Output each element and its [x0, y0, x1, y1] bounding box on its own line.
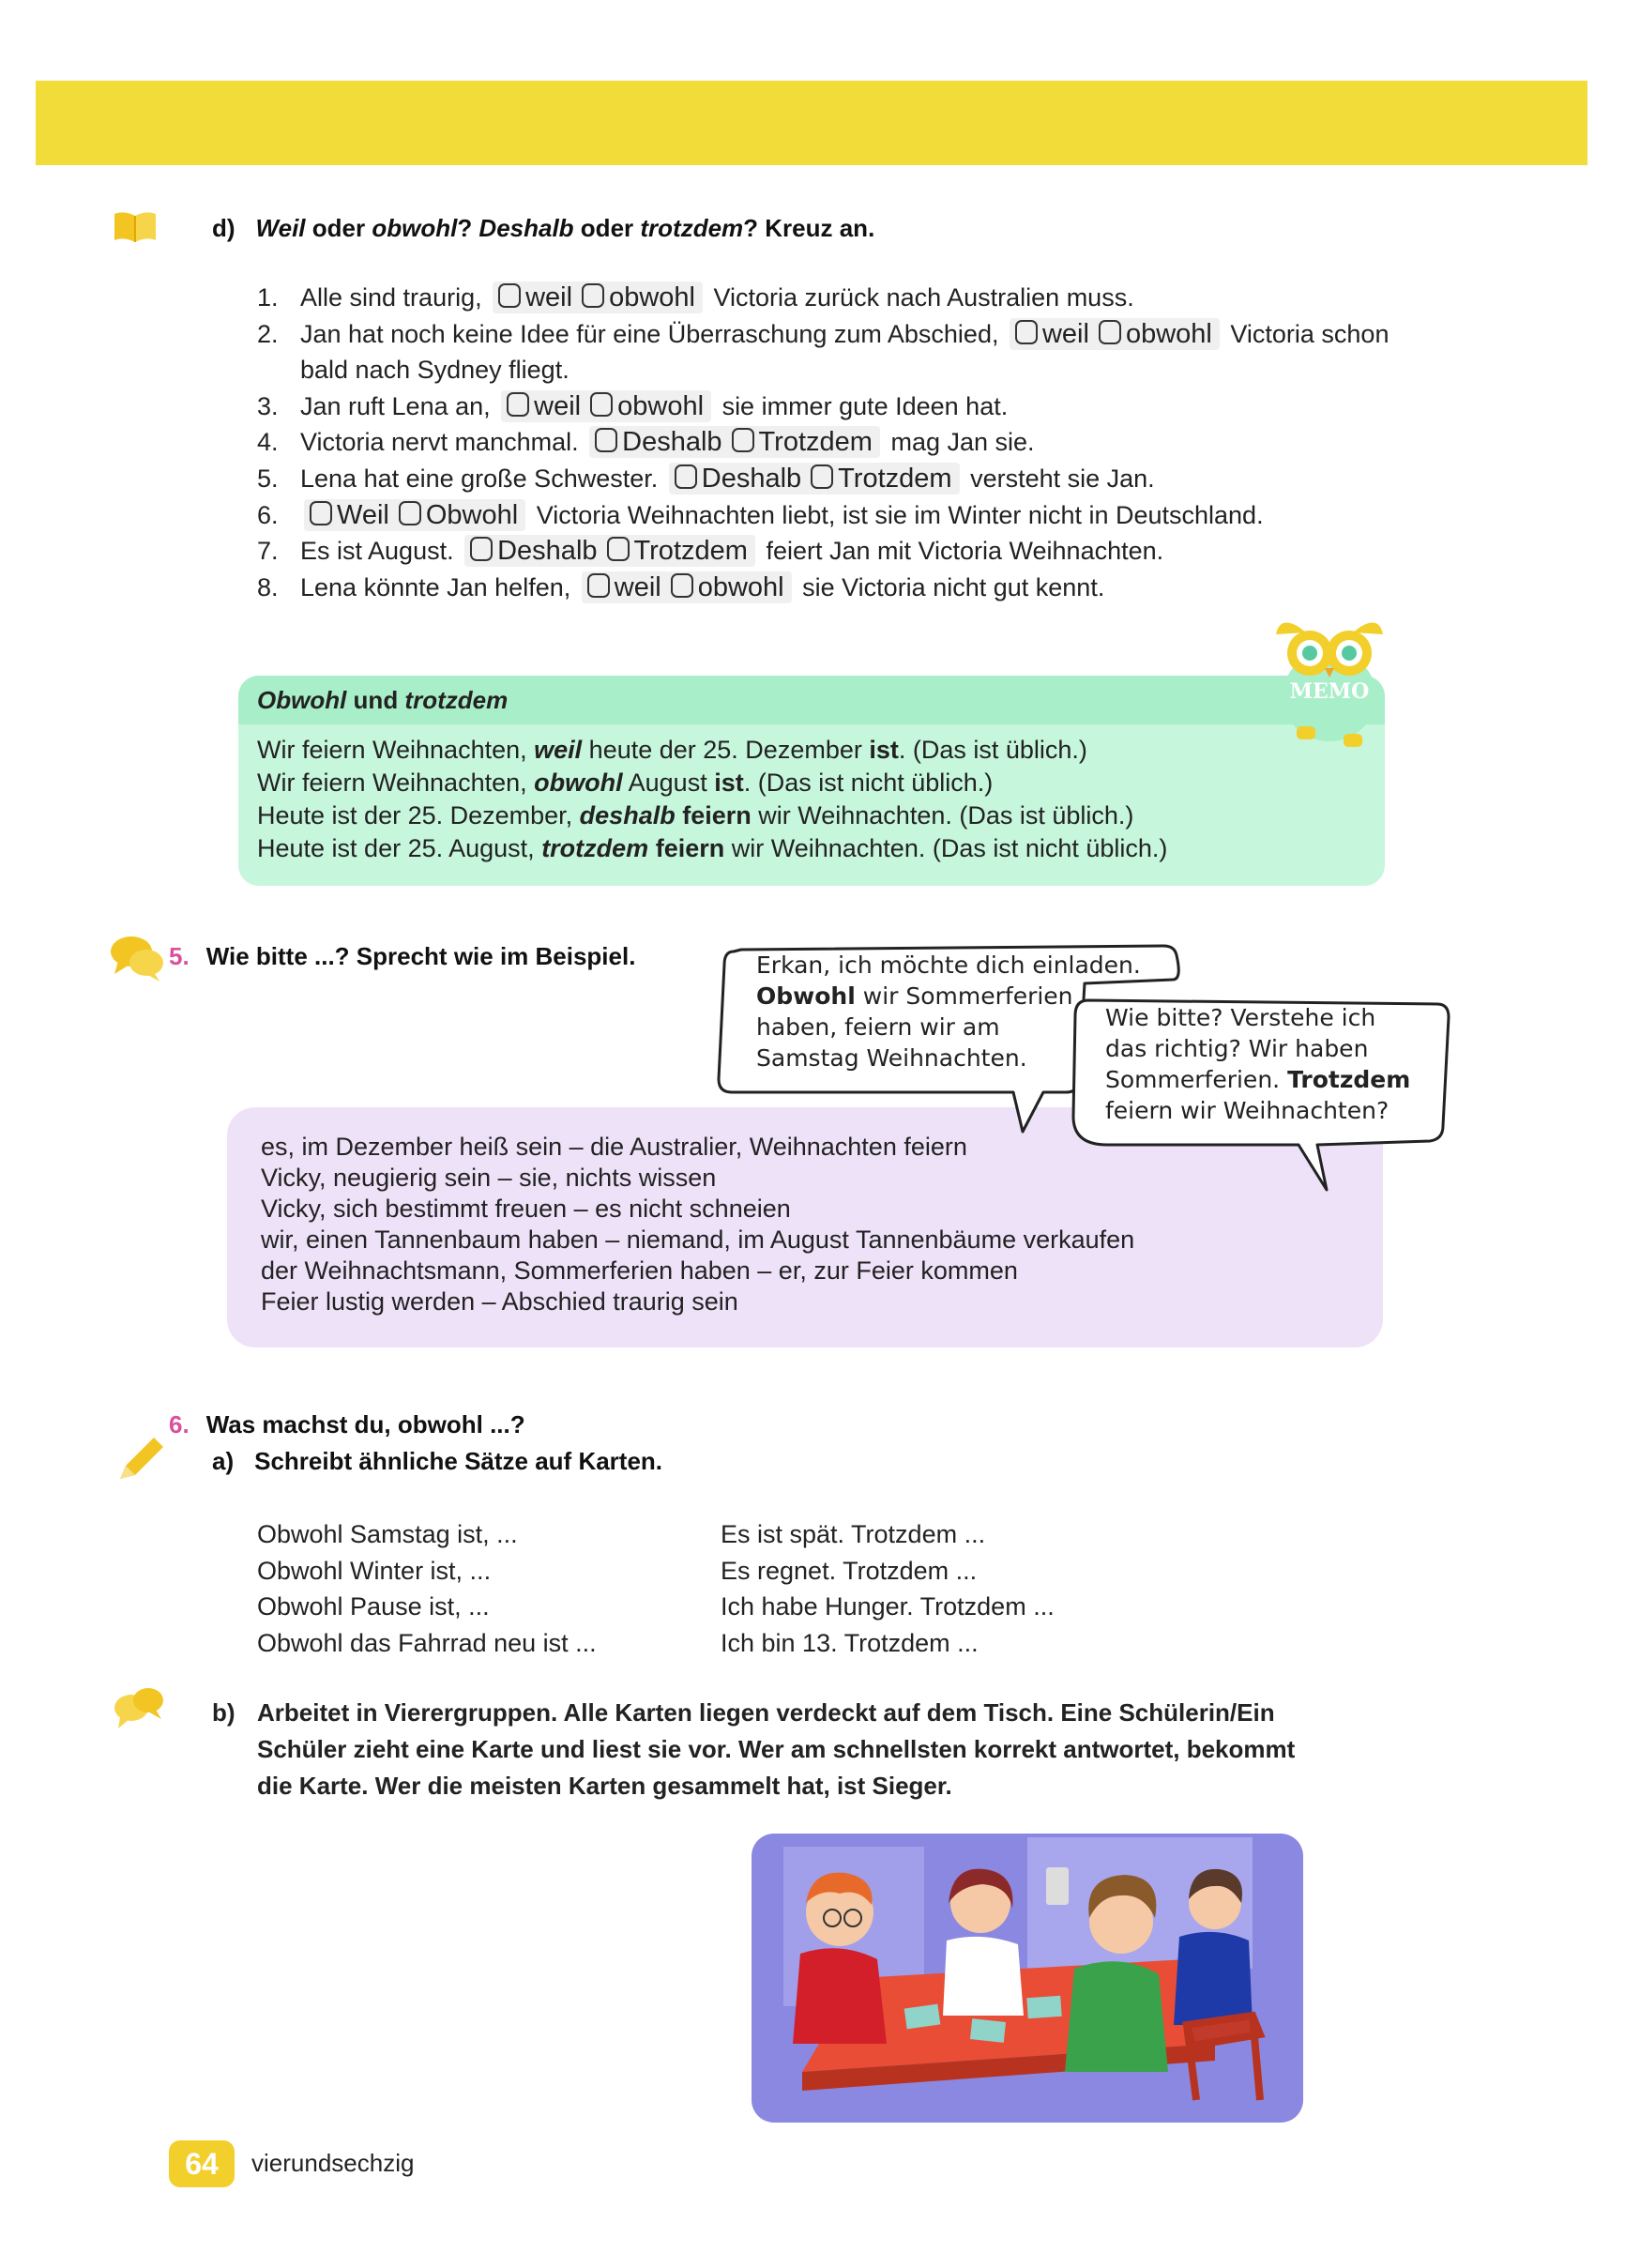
- choice-option[interactable]: Trotzdem: [607, 536, 748, 566]
- exercise-6b-instruction: Arbeitet in Vierergruppen. Alle Karten liegen verdeckt auf dem Tisch. Eine Schülerin/Ein Schüler zieht eine Karte und liest sie vor. Wer am schnellsten korrekt antwortet, bekommt die Karte. Wer die meisten Karten gesammelt hat, ist Sieger.: [257, 1698, 1296, 1800]
- memo-line: Wir feiern Weihnachten, obwohl August ist. (Das ist nicht üblich.): [257, 769, 994, 797]
- pencil-icon: [116, 1434, 167, 1483]
- list-item: Obwohl Winter ist, ...: [257, 1556, 492, 1585]
- list-item: Obwohl Pause ist, ...: [257, 1592, 490, 1621]
- sentence-starters-right: [721, 1516, 1055, 1661]
- choice-group: [304, 499, 525, 531]
- list-item: 1. Alle sind traurig, weil obwohl Victoria zurück nach Australien muss.: [257, 282, 1134, 312]
- list-item: 4. Victoria nervt manchmal. Deshalb Trotzdem mag Jan sie.: [257, 427, 1035, 458]
- list-item: 6. Weil Obwohl Victoria Weihnachten liebt, ist sie im Winter nicht in Deutschland.: [257, 499, 1264, 530]
- list-item: Obwohl das Fahrrad neu ist ...: [257, 1628, 597, 1657]
- memo-badge: MEMO: [1289, 679, 1370, 704]
- checkbox[interactable]: [811, 464, 833, 489]
- list-item: Ich bin 13. Trotzdem ...: [721, 1628, 979, 1657]
- sentence-starters-left: [257, 1516, 597, 1661]
- choice-group: [582, 571, 792, 603]
- checkbox[interactable]: [470, 537, 493, 561]
- list-item: Obwohl Samstag ist, ...: [257, 1520, 518, 1548]
- memo-title: Obwohl und trotzdem: [238, 676, 1385, 724]
- card-game-illustration: [746, 1828, 1309, 2128]
- book-icon: [111, 208, 159, 246]
- choice-group: [669, 463, 960, 495]
- list-item: 7. Es ist August. Deshalb Trotzdem feiert Jan mit Victoria Weihnachten.: [257, 536, 1164, 567]
- choice-option[interactable]: weil: [507, 391, 581, 421]
- choice-option[interactable]: obwohl: [590, 391, 704, 421]
- memo-line: Heute ist der 25. August, trotzdem feiern wir Weihnachten. (Das ist nicht üblich.): [257, 834, 1168, 862]
- page-number: 64: [169, 2140, 235, 2187]
- choice-option[interactable]: obwohl: [671, 572, 784, 602]
- page-number-word: vierundsechzig: [251, 2149, 415, 2177]
- owl-memo-icon: [1268, 616, 1390, 754]
- choice-option[interactable]: Obwohl: [399, 500, 518, 530]
- checkbox[interactable]: [310, 501, 332, 525]
- prompt-line: Feier lustig werden – Abschied traurig sein: [261, 1287, 738, 1316]
- checkbox[interactable]: [587, 573, 610, 598]
- exercise-d-list: [257, 280, 1430, 605]
- choice-group: [501, 390, 711, 422]
- prompt-line: der Weihnachtsmann, Sommerferien haben – er, zur Feier kommen: [261, 1256, 1018, 1285]
- checkbox[interactable]: [671, 573, 693, 598]
- checkbox[interactable]: [595, 428, 617, 452]
- choice-option[interactable]: Deshalb: [595, 427, 721, 457]
- header-band: [36, 81, 1587, 165]
- checkbox[interactable]: [607, 537, 630, 561]
- choice-option[interactable]: obwohl: [582, 282, 695, 312]
- choice-group: [464, 535, 755, 567]
- checkbox[interactable]: [1015, 320, 1038, 344]
- choice-group: [493, 282, 703, 313]
- choice-option[interactable]: obwohl: [1099, 319, 1212, 349]
- exercise-d-instruction: d) Weil oder obwohl? Deshalb oder trotzdem? Kreuz an.: [212, 214, 875, 242]
- list-item: Ich habe Hunger. Trotzdem ...: [721, 1592, 1055, 1621]
- memo-line: Heute ist der 25. Dezember, deshalb feiern wir Weihnachten. (Das ist üblich.): [257, 801, 1134, 830]
- speech-bubble-2: Wie bitte? Verstehe ich das richtig? Wir haben Sommerferien. Trotzdem feiern wir Weihnachten?: [1105, 1004, 1411, 1124]
- choice-option[interactable]: weil: [498, 282, 572, 312]
- exercise-6a-instruction: a) Schreibt ähnliche Sätze auf Karten.: [212, 1447, 663, 1475]
- checkbox[interactable]: [498, 283, 521, 308]
- choice-option[interactable]: Trotzdem: [811, 464, 951, 494]
- choice-option[interactable]: Deshalb: [675, 464, 801, 494]
- speech-bubbles-icon: [109, 933, 165, 983]
- speech-bubble-1: Erkan, ich möchte dich einladen. Obwohl wir Sommerferien haben, feiern wir am Samstag Weihnachten.: [756, 951, 1141, 1072]
- prompts-list: [261, 1132, 1134, 1317]
- list-item: 3. Jan ruft Lena an, weil obwohl sie immer gute Ideen hat.: [257, 390, 1009, 421]
- choice-option[interactable]: weil: [1015, 319, 1089, 349]
- choice-option[interactable]: Trotzdem: [732, 427, 873, 457]
- choice-option[interactable]: Weil: [310, 500, 389, 530]
- exercise-5-title: 5. Wie bitte ...? Sprecht wie im Beispiel.: [169, 942, 636, 970]
- memo-box: [238, 676, 1385, 886]
- list-item: 2. Jan hat noch keine Idee für eine Überraschung zum Abschied, weil obwohl Victoria schon bald nach Sydney fliegt.: [257, 318, 1390, 385]
- exercise-6-title: 6. Was machst du, obwohl ...?: [169, 1410, 525, 1438]
- memo-line: Wir feiern Weihnachten, weil heute der 25. Dezember ist. (Das ist üblich.): [257, 736, 1087, 764]
- checkbox[interactable]: [732, 428, 754, 452]
- checkbox[interactable]: [675, 464, 697, 489]
- checkbox[interactable]: [590, 392, 613, 417]
- list-item: Es ist spät. Trotzdem ...: [721, 1520, 986, 1548]
- list-item: 5. Lena hat eine große Schwester. Deshalb Trotzdem versteht sie Jan.: [257, 463, 1155, 494]
- checkbox[interactable]: [507, 392, 529, 417]
- choice-group: [1010, 318, 1220, 350]
- list-item: Es regnet. Trotzdem ...: [721, 1556, 978, 1585]
- list-item: 8. Lena könnte Jan helfen, weil obwohl sie Victoria nicht gut kennt.: [257, 571, 1105, 602]
- choice-option[interactable]: weil: [587, 572, 661, 602]
- checkbox[interactable]: [399, 501, 421, 525]
- prompt-line: Vicky, sich bestimmt freuen – es nicht schneien: [261, 1195, 791, 1223]
- discussion-icon: [111, 1685, 167, 1732]
- prompt-line: es, im Dezember heiß sein – die Australier, Weihnachten feiern: [261, 1133, 967, 1161]
- exercise-6b-letter: b): [212, 1698, 235, 1727]
- checkbox[interactable]: [1099, 320, 1121, 344]
- choice-option[interactable]: Deshalb: [470, 536, 597, 566]
- checkbox[interactable]: [582, 283, 604, 308]
- prompt-line: Vicky, neugierig sein – sie, nichts wissen: [261, 1164, 717, 1192]
- prompt-line: wir, einen Tannenbaum haben – niemand, im August Tannenbäume verkaufen: [261, 1225, 1135, 1254]
- choice-group: [589, 426, 880, 458]
